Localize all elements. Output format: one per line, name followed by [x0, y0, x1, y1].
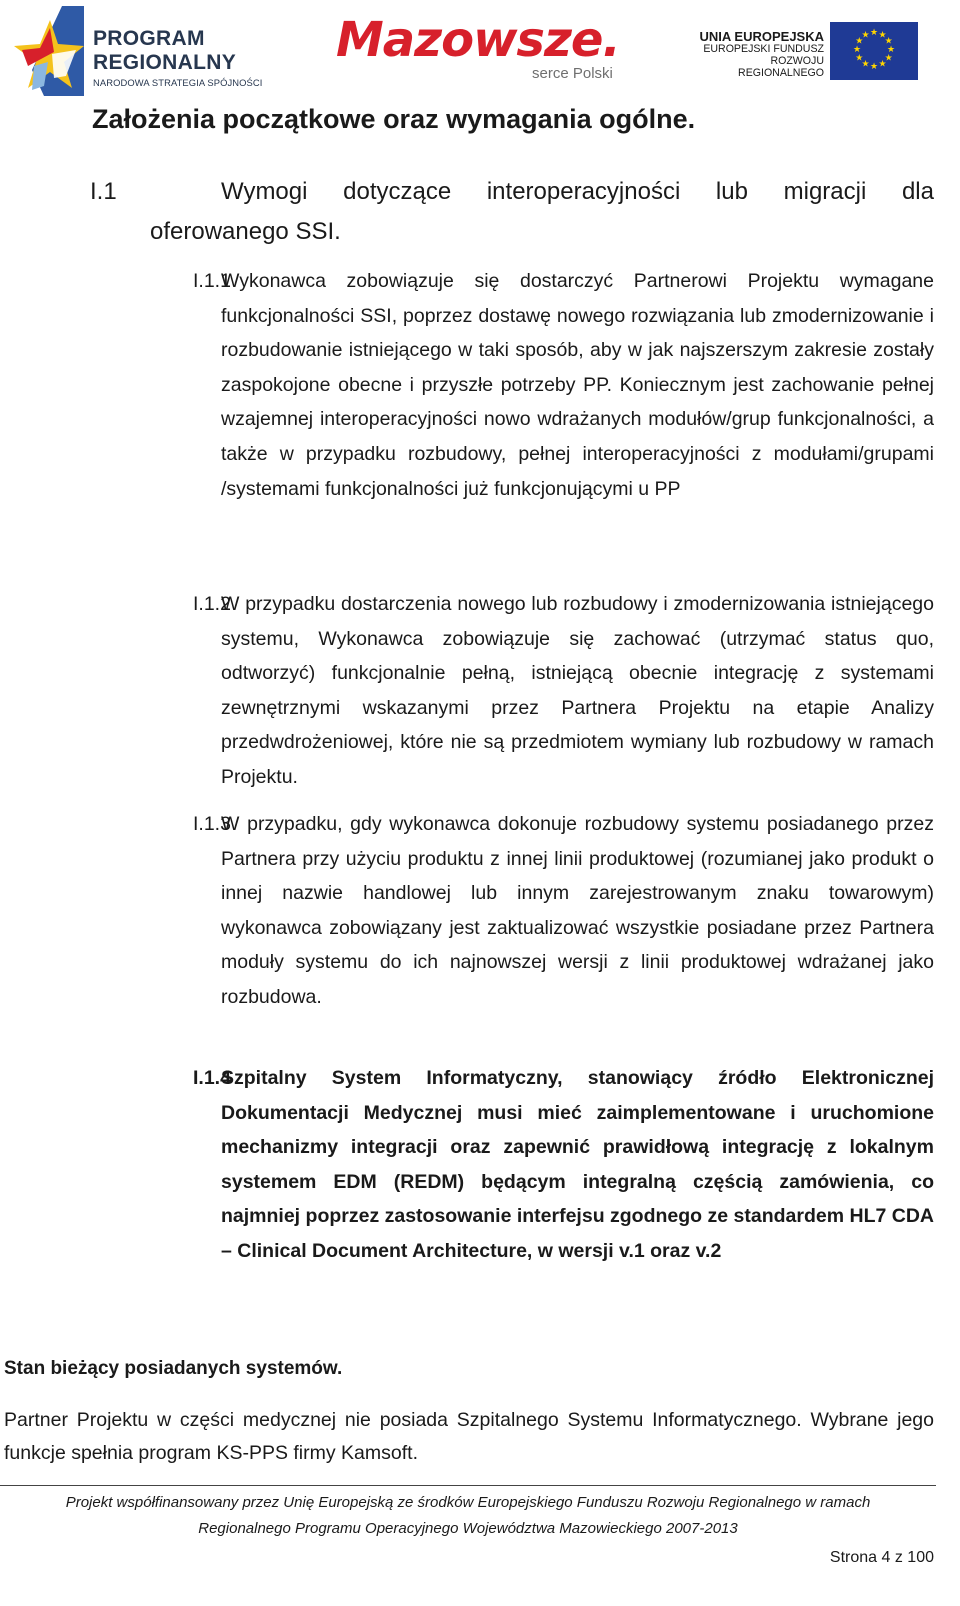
- requirement-item: [193, 1061, 934, 1269]
- requirement-text: Szpitalny System Informatyczny, stanowiący źródło Elektronicznej Dokumentacji Medycznej musi mieć zaimplementowane i uruchomione mechanizmy integracji oraz zapewnić prawidłową integrację z lokalnym systemem EDM (REDM) będącym integralną częścią zamówienia, co najmniej poprzez zastosowanie interfejsu zgodnego ze standardem HL7 CDA – Clinical Document Architecture, w wersji v.1 oraz v.2: [221, 1067, 934, 1262]
- requirement-number: I.1.2: [193, 593, 231, 615]
- program-logo-line2: REGIONALNY: [93, 51, 237, 74]
- mazowsze-tagline: serce Polski: [532, 65, 613, 82]
- program-logo-line1: PROGRAM: [93, 27, 205, 50]
- section-heading: [90, 172, 934, 252]
- program-star-icon: [14, 6, 88, 96]
- svg-text:★: ★: [869, 28, 879, 38]
- svg-text:★: ★: [861, 59, 870, 70]
- svg-text:★: ★: [861, 30, 870, 41]
- svg-text:★: ★: [884, 53, 893, 64]
- svg-text:★: ★: [869, 62, 879, 72]
- footer: [0, 1490, 936, 1542]
- eu-logo-line3: ROZWOJU REGIONALNEGO: [738, 54, 824, 79]
- eu-flag-icon: [830, 22, 918, 80]
- footer-line2: Regionalnego Programu Operacyjnego Województwa Mazowieckiego 2007-2013: [198, 1520, 738, 1537]
- status-heading: Stan bieżący posiadanych systemów.: [4, 1358, 343, 1379]
- page-number: Strona 4 z 100: [829, 1549, 934, 1566]
- eu-logo-line2: EUROPEJSKI FUNDUSZ: [703, 43, 824, 56]
- requirement-text: W przypadku dostarczenia nowego lub rozbudowy i zmodernizowania istniejącego systemu, Wykonawca zobowiązuje się zachować (utrzymać status quo, odtworzyć) funkcjonalnie pełną, istniejącą obecnie integrację z systemami zewnętrznymi wskazanymi przez Partnera Projektu na etapie Analizy przedwdrożeniowej, które nie są przedmiotem wymiany lub rozbudowy w ramach Projektu.: [221, 593, 934, 788]
- footer-divider: [0, 1485, 936, 1486]
- svg-text:★: ★: [884, 36, 893, 47]
- svg-text:★: ★: [886, 45, 896, 55]
- eu-logo-line1: UNIA EUROPEJSKA: [699, 29, 824, 44]
- program-logo-line3: NARODOWA STRATEGIA SPÓJNOŚCI: [93, 77, 263, 88]
- svg-text:★: ★: [855, 36, 864, 47]
- requirement-number: I.1.3: [193, 813, 231, 835]
- mazowsze-logo: [336, 12, 636, 88]
- svg-text:★: ★: [855, 53, 864, 64]
- requirement-text: Wykonawca zobowiązuje się dostarczyć Partnerowi Projektu wymagane funkcjonalności SSI, poprzez dostawę nowego rozwiązania lub zmodernizowanie i rozbudowanie istniejącego w taki sposób, aby w jak najszerszym zakresie zostały zaspokojone obecne i przyszłe potrzeby PP. Koniecznym jest zachowanie pełnej wzajemnej interoperacyjności nowo wdrażanych modułów/grup funkcjonalności, a także w przypadku rozbudowy, pełnej interoperacyjności z modułami/grupami /systemami funkcjonalności już funkcjonującymi u PP: [221, 270, 934, 500]
- section-heading-text: Wymogi dotyczące interoperacyjności lub migracji dla oferowanego SSI.: [150, 178, 934, 245]
- requirement-item: [193, 807, 934, 1015]
- footer-line1: Projekt współfinansowany przez Unię Europejską ze środków Europejskiego Funduszu Rozwoju Regionalnego w ramach: [65, 1494, 871, 1511]
- requirement-number: I.1.4: [193, 1067, 231, 1089]
- requirement-number: I.1.1: [193, 270, 231, 292]
- requirement-item: [193, 264, 934, 506]
- requirement-text: W przypadku, gdy wykonawca dokonuje rozbudowy systemu posiadanego przez Partnera przy użyciu produktu z innej linii produktowej (rozumianej jako produkt o innej nazwie handlowej lub innym zarejestrowanym znaku towarowym) wykonawca zobowiązany jest zaktualizować wszystkie posiadane przez Partnera moduły systemu do ich najnowszej wersji z linii produktowej wdrażanej jako rozbudowa.: [221, 813, 934, 1008]
- page-title: Założenia początkowe oraz wymagania ogólne.: [92, 104, 696, 134]
- requirement-item: [193, 587, 934, 795]
- svg-text:★: ★: [878, 59, 887, 70]
- mazowsze-wordmark: Mazowsze.: [336, 12, 620, 68]
- svg-text:★: ★: [878, 30, 887, 41]
- eu-logo: [686, 22, 921, 80]
- svg-text:★: ★: [852, 45, 862, 55]
- program-regionalny-logo: [14, 6, 304, 98]
- status-paragraph: Partner Projektu w części medycznej nie posiada Szpitalnego Systemu Informatycznego. Wybrane jego funkcje spełnia program KS-PPS firmy Kamsoft.: [4, 1409, 934, 1464]
- section-heading-number: I.1: [90, 178, 117, 205]
